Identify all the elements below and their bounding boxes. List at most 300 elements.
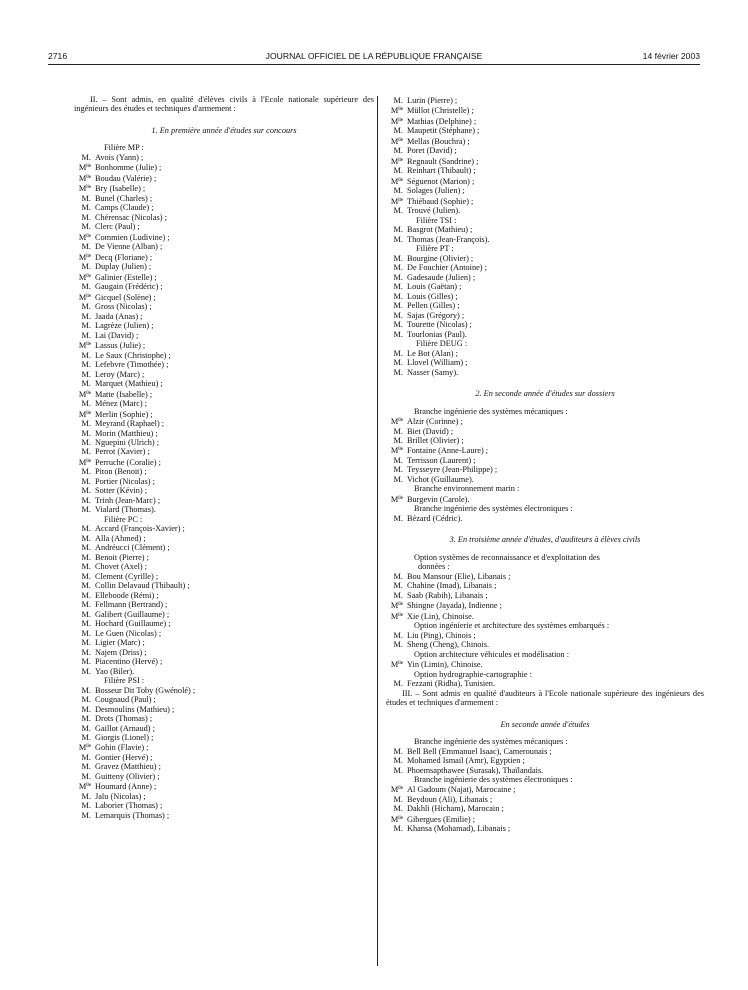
person-name: Louis (Gilles) ; [407, 291, 458, 301]
list-item [74, 648, 374, 657]
honorific: M. [81, 791, 91, 801]
list-item [74, 252, 374, 262]
honorific: M. [393, 272, 403, 282]
branch-heading: Branche ingénierie des systèmes électroniques : [414, 504, 573, 514]
honorific: $M^{lle}$ [78, 232, 91, 242]
honorific: M. [393, 474, 403, 484]
person-name: Burgevin (Carole). [407, 494, 470, 504]
list-item [74, 282, 374, 291]
person-name: Laborier (Thomas) ; [95, 801, 163, 811]
honorific: M. [81, 562, 91, 572]
honorific: M. [81, 467, 91, 477]
journal-title: JOURNAL OFFICIEL DE LA RÉPUBLIQUE FRANÇAISE [265, 51, 483, 61]
honorific: M. [393, 282, 403, 292]
honorific: M. [393, 571, 403, 581]
honorific: M. [81, 222, 91, 232]
list-item [74, 457, 374, 467]
list-item [74, 312, 374, 321]
branch-heading: Branche ingénierie des systèmes mécaniques : [414, 406, 568, 416]
list-item [74, 447, 374, 456]
list-item [74, 477, 374, 486]
person-name: Tourette (Nicolas) ; [407, 320, 472, 330]
person-name: Perruche (Coralie) ; [95, 457, 161, 467]
person-name: Jalu (Nicolas) ; [95, 791, 146, 801]
person-name: Bry (Isabelle) ; [95, 184, 146, 194]
list-item [386, 747, 704, 756]
person-name: Lagrèze (Julien) ; [95, 321, 154, 331]
person-name: Poret (David) ; [407, 146, 457, 156]
list-item [74, 370, 374, 379]
list-item [386, 766, 704, 775]
honorific: $M^{lle}$ [390, 156, 403, 166]
person-name: Gontier (Hervé) ; [95, 752, 153, 762]
honorific: M. [81, 801, 91, 811]
honorific: M. [393, 166, 403, 176]
person-name: Ligier (Marc) ; [95, 638, 145, 648]
honorific: M. [393, 746, 403, 756]
honorific: M. [81, 193, 91, 203]
honorific: $M^{lle}$ [78, 272, 91, 282]
honorific: M. [393, 640, 403, 650]
person-name: Chérensac (Nicolas) ; [95, 212, 167, 222]
honorific: M. [81, 203, 91, 213]
list-item [74, 419, 374, 428]
person-name: Lurin (Pierre) ; [407, 96, 458, 105]
person-name: Commien (Ludivine) ; [95, 232, 170, 242]
person-name: Gross (Nicolas) ; [95, 302, 152, 312]
list-item [74, 553, 374, 562]
list-item [74, 619, 374, 628]
list-item [386, 581, 704, 590]
honorific: M. [81, 695, 91, 705]
list-item [74, 811, 374, 820]
list-item [74, 801, 374, 810]
person-name: Lemarquis (Thomas) ; [95, 810, 170, 820]
person-name: Gadesaude (Julien) ; [407, 272, 476, 282]
person-name: Jaada (Anas) ; [95, 311, 143, 321]
list-item [74, 610, 374, 619]
person-name: Biet (David) ; [407, 426, 454, 436]
person-name: Accard (François-Xavier) ; [95, 524, 185, 534]
honorific: M. [393, 358, 403, 368]
honorific: M. [81, 723, 91, 733]
honorific: M. [393, 426, 403, 436]
person-name: Gaugain (Frédéric) ; [95, 282, 163, 292]
person-name: Müllot (Christelle) ; [407, 106, 474, 116]
list-item [74, 183, 374, 193]
person-name: Gravez (Matthieu) ; [95, 762, 161, 772]
honorific: M. [393, 225, 403, 235]
person-name: Nasser (Samy). [407, 367, 459, 377]
list-item [386, 186, 704, 195]
person-name: Chahine (Imad), Libanais ; [407, 581, 497, 591]
person-name: De Vienne (Alban) ; [95, 242, 163, 252]
column-divider [377, 96, 378, 966]
list-item [74, 321, 374, 330]
honorific: $M^{lle}$ [78, 743, 91, 753]
list-item [74, 638, 374, 647]
list-item [386, 156, 704, 166]
honorific: M. [393, 291, 403, 301]
person-name: Trinh (Jean-Marc) ; [95, 495, 161, 505]
honorific: M. [81, 762, 91, 772]
honorific: M. [393, 824, 403, 834]
list-item [74, 724, 374, 733]
honorific: $M^{lle}$ [390, 611, 403, 621]
option-heading-continuation: données : [418, 562, 450, 572]
track-heading: Filière PSI : [104, 676, 145, 686]
person-name: Fontaine (Anne-Laure) ; [407, 446, 489, 456]
honorific: M. [81, 428, 91, 438]
list-item [386, 679, 704, 688]
person-name: Dakhli (Hicham), Marocain ; [407, 804, 504, 814]
person-name: Meyrand (Raphael) ; [95, 419, 165, 429]
honorific: $M^{lle}$ [78, 389, 91, 399]
honorific: M. [393, 206, 403, 216]
person-name: Benoit (Pierre) ; [95, 552, 149, 562]
person-name: Terrisson (Laurent) ; [407, 455, 476, 465]
list-item [386, 96, 704, 105]
person-name: Regnault (Sandrine) ; [407, 156, 479, 166]
list-item [74, 762, 374, 771]
list-item [74, 562, 374, 571]
honorific: M. [81, 543, 91, 553]
person-name: Le Bot (Alan) ; [407, 348, 458, 358]
publication-date: 14 février 2003 [642, 51, 700, 61]
person-name: Gicquel (Solène) ; [95, 292, 156, 302]
list-item [386, 640, 704, 649]
honorific: M. [81, 733, 91, 742]
person-name: Shingne (Jayada), Indienne ; [407, 601, 502, 611]
honorific: M. [81, 282, 91, 292]
branch-heading: Option ingénierie et architecture des systèmes embarqués : [414, 621, 610, 631]
person-name: Bonhomme (Julie) ; [95, 163, 162, 173]
list-item [386, 273, 704, 282]
honorific: M. [81, 685, 91, 695]
honorific: M. [393, 126, 403, 136]
honorific: M. [81, 619, 91, 629]
list-item [74, 772, 374, 781]
branch-heading: Option architecture véhicules et modélisation : [414, 649, 570, 659]
person-name: Thomas (Jean-François). [407, 234, 490, 244]
honorific: M. [393, 435, 403, 445]
list-item [386, 116, 704, 126]
person-name: De Fouchier (Antoine) ; [407, 263, 487, 273]
honorific: M. [81, 810, 91, 820]
person-name: Galinier (Estelle) ; [95, 272, 157, 282]
branch-heading: Branche ingénierie des systèmes électroniques : [414, 775, 573, 784]
section-heading: En seconde année d'études [500, 719, 590, 729]
honorific: $M^{lle}$ [78, 341, 91, 351]
honorific: M. [81, 495, 91, 505]
list-item [74, 572, 374, 581]
honorific: $M^{lle}$ [390, 814, 403, 824]
honorific: M. [81, 369, 91, 379]
list-item [386, 349, 704, 358]
honorific: M. [81, 571, 91, 581]
honorific: M. [393, 146, 403, 156]
track-heading: Filière TSI : [416, 215, 457, 225]
person-name: Elleboode (Rémi) ; [95, 590, 159, 600]
list-item [74, 486, 374, 495]
honorific: M. [81, 505, 91, 515]
honorific: M. [393, 513, 403, 523]
honorific: M. [81, 647, 91, 657]
list-item [74, 409, 374, 419]
honorific: $M^{lle}$ [390, 446, 403, 456]
branch-heading: Branche environnement marin : [414, 484, 520, 494]
person-name: Collin Delavaud (Thibault) ; [95, 581, 190, 591]
honorific: M. [393, 96, 403, 105]
honorific: $M^{lle}$ [390, 116, 403, 126]
branch-heading: Branche ingénierie des systèmes mécaniques : [414, 737, 568, 747]
list-item [74, 667, 374, 676]
list-item [386, 176, 704, 186]
page-header [48, 51, 700, 65]
honorific: M. [393, 320, 403, 330]
person-name: Bou Mansour (Elie), Libanais ; [407, 571, 511, 581]
honorific: $M^{lle}$ [390, 196, 403, 206]
list-item [386, 572, 704, 581]
list-item [386, 330, 704, 339]
honorific: M. [393, 367, 403, 377]
list-item [74, 153, 374, 162]
person-name: Cougnaud (Paul) ; [95, 695, 156, 705]
honorific: M. [81, 379, 91, 389]
honorific: $M^{lle}$ [390, 601, 403, 611]
person-name: Yao (Biler). [95, 666, 135, 676]
person-name: Gaillot (Arnaud) ; [95, 723, 155, 733]
list-item [74, 753, 374, 762]
person-name: Desmoulins (Mathieu) ; [95, 704, 175, 714]
honorific: M. [393, 263, 403, 273]
honorific: M. [393, 348, 403, 358]
person-name: Portier (Nicolas) ; [95, 476, 155, 486]
honorific: M. [81, 476, 91, 486]
list-item [74, 781, 374, 791]
list-item [386, 600, 704, 610]
list-item [386, 494, 704, 504]
person-name: Matte (Isabelle) ; [95, 389, 153, 399]
list-item [386, 475, 704, 484]
person-name: Guitteny (Olivier) ; [95, 771, 160, 781]
honorific: M. [393, 630, 403, 640]
honorific: $M^{lle}$ [78, 292, 91, 302]
honorific: M. [393, 465, 403, 475]
person-name: Lassus (Julie) ; [95, 341, 146, 351]
person-name: Chovet (Axel) ; [95, 562, 148, 572]
person-name: Xie (Lin), Chinoise. [407, 611, 474, 621]
list-item [74, 686, 374, 695]
honorific: M. [81, 311, 91, 321]
list-item [74, 242, 374, 251]
person-name: Le Saux (Christophe) ; [95, 350, 171, 360]
person-name: Gibergues (Emilie) ; [407, 814, 476, 824]
person-name: Ménez (Marc) ; [95, 399, 148, 409]
list-item [386, 445, 704, 455]
list-item [74, 399, 374, 408]
honorific: M. [81, 321, 91, 331]
list-item [74, 657, 374, 666]
person-name: Camps (Claude) ; [95, 203, 154, 213]
list-item [386, 292, 704, 301]
person-name: Sheng (Cheng), Chinois. [407, 640, 490, 650]
section-heading: 2. En seconde année d'études sur dossiers [475, 389, 615, 399]
list-item [386, 659, 704, 669]
person-name: Clement (Cyrille) ; [95, 571, 159, 581]
list-item [74, 302, 374, 311]
list-item [386, 206, 704, 215]
list-item [74, 496, 374, 505]
person-name: Bell Bell (Emmanuel Isaac), Camerounais ; [407, 746, 552, 756]
person-name: Boudau (Valérie) ; [95, 173, 157, 183]
honorific: M. [393, 253, 403, 263]
track-heading: Filière MP : [104, 143, 144, 153]
list-item [74, 581, 374, 590]
person-name: Séguenot (Marion) ; [407, 176, 475, 186]
list-item [386, 427, 704, 436]
list-item [386, 136, 704, 146]
list-item [74, 534, 374, 543]
list-item [386, 795, 704, 804]
list-item [74, 331, 374, 340]
honorific: M. [81, 350, 91, 360]
honorific: M. [81, 666, 91, 676]
honorific: M. [81, 600, 91, 610]
person-name: Reinhart (Thibault) ; [407, 166, 476, 176]
person-name: Lefebvre (Timothée) ; [95, 360, 169, 370]
list-item [74, 379, 374, 388]
list-item [74, 714, 374, 723]
person-name: Morin (Matthieu) ; [95, 428, 158, 438]
list-item [74, 389, 374, 399]
list-item [74, 194, 374, 203]
honorific: M. [393, 804, 403, 814]
list-item [386, 824, 704, 833]
right-column [386, 96, 704, 834]
person-name: Duplay (Julien) ; [95, 262, 152, 272]
list-item [74, 262, 374, 271]
list-item [386, 784, 704, 794]
person-name: Andréucci (Clément) ; [95, 543, 170, 553]
honorific: M. [81, 552, 91, 562]
honorific: $M^{lle}$ [390, 106, 403, 116]
person-name: Lai (David) ; [95, 330, 139, 340]
person-name: Llovel (William) ; [407, 358, 468, 368]
list-item [386, 225, 704, 234]
list-item [386, 804, 704, 813]
person-name: Vichot (Guillaume). [407, 474, 474, 484]
person-name: Bunel (Charles) ; [95, 193, 153, 203]
section-heading: 1. En première année d'études sur concours [151, 125, 297, 135]
honorific: $M^{lle}$ [78, 409, 91, 419]
person-name: Yin (Limin), Chinoise. [407, 660, 483, 670]
person-name: Mellas (Bouchra) ; [407, 136, 470, 146]
page-number: 2716 [48, 51, 68, 61]
list-item [386, 235, 704, 244]
branch-heading: Option hydrographie-cartographie : [414, 669, 532, 679]
honorific: M. [81, 360, 91, 370]
person-name: Fezzani (Ridha), Tunisien. [407, 679, 496, 689]
list-item [74, 629, 374, 638]
list-item [386, 456, 704, 465]
list-item [386, 756, 704, 765]
honorific: $M^{lle}$ [78, 782, 91, 792]
honorific: M. [393, 310, 403, 320]
list-item [386, 368, 704, 377]
honorific: M. [393, 590, 403, 600]
person-name: Alzir (Corinne) ; [407, 417, 463, 427]
list-item [386, 814, 704, 824]
person-name: Khansa (Mohamad), Libanais ; [407, 824, 511, 834]
honorific: M. [393, 756, 403, 766]
person-name: Brillet (Olivier) ; [407, 435, 464, 445]
honorific: M. [81, 752, 91, 762]
person-name: Merlin (Sophie) ; [95, 409, 153, 419]
person-name: Phoemsapthawee (Surasak), Thaïlandais. [407, 765, 544, 775]
track-heading: Filière PC : [104, 514, 143, 524]
person-name: Basgrot (Mathieu) ; [407, 225, 473, 235]
option-heading-line: Option systèmes de reconnaissance et d'exploitation des [414, 552, 600, 562]
list-item [74, 705, 374, 714]
person-name: Trouvé (Julien). [407, 206, 461, 216]
honorific: M. [393, 301, 403, 311]
paragraph: II. – Sont admis, en qualité d'élèves civils à l'Ecole nationale supérieure des ingénieurs des études et techniques d'armement : [74, 95, 374, 114]
person-name: Piacentino (Hervé) ; [95, 657, 163, 667]
honorific: $M^{lle}$ [390, 176, 403, 186]
honorific: M. [81, 437, 91, 447]
list-item [386, 146, 704, 155]
honorific: M. [81, 533, 91, 543]
honorific: M. [81, 590, 91, 600]
list-item [74, 213, 374, 222]
honorific: M. [393, 765, 403, 775]
person-name: Nguepini (Ulrich) ; [95, 437, 160, 447]
honorific: M. [393, 234, 403, 244]
list-item [386, 105, 704, 115]
honorific: M. [81, 242, 91, 252]
person-name: Bourgine (Olivier) ; [407, 253, 474, 263]
header-rule [48, 64, 700, 65]
person-name: Avois (Yann) ; [95, 152, 144, 162]
person-name: Saab (Rabih), Libanais ; [407, 590, 488, 600]
honorific: M. [81, 581, 91, 591]
list-item [386, 436, 704, 445]
person-name: Najem (Driss) ; [95, 647, 147, 657]
list-item [74, 162, 374, 172]
list-item [74, 591, 374, 600]
honorific: $M^{lle}$ [78, 163, 91, 173]
honorific: M. [81, 486, 91, 496]
honorific: M. [81, 447, 91, 457]
list-item [386, 301, 704, 310]
person-name: Clerc (Paul) ; [95, 222, 140, 232]
honorific: M. [81, 524, 91, 534]
list-item [74, 351, 374, 360]
honorific: $M^{lle}$ [390, 660, 403, 670]
list-item [386, 196, 704, 206]
list-item [74, 524, 374, 533]
person-name: Perrot (Xavier) ; [95, 447, 150, 457]
list-item [74, 600, 374, 609]
honorific: $M^{lle}$ [390, 417, 403, 427]
list-item [74, 340, 374, 350]
track-heading: Filière PT : [416, 244, 454, 254]
person-name: Fellmann (Bertrand) ; [95, 600, 168, 610]
person-name: Sajas (Grégory) ; [407, 310, 465, 320]
person-name: Al Gadoum (Najat), Marocaine ; [407, 785, 516, 795]
person-name: Mathias (Delphine) ; [407, 116, 477, 126]
